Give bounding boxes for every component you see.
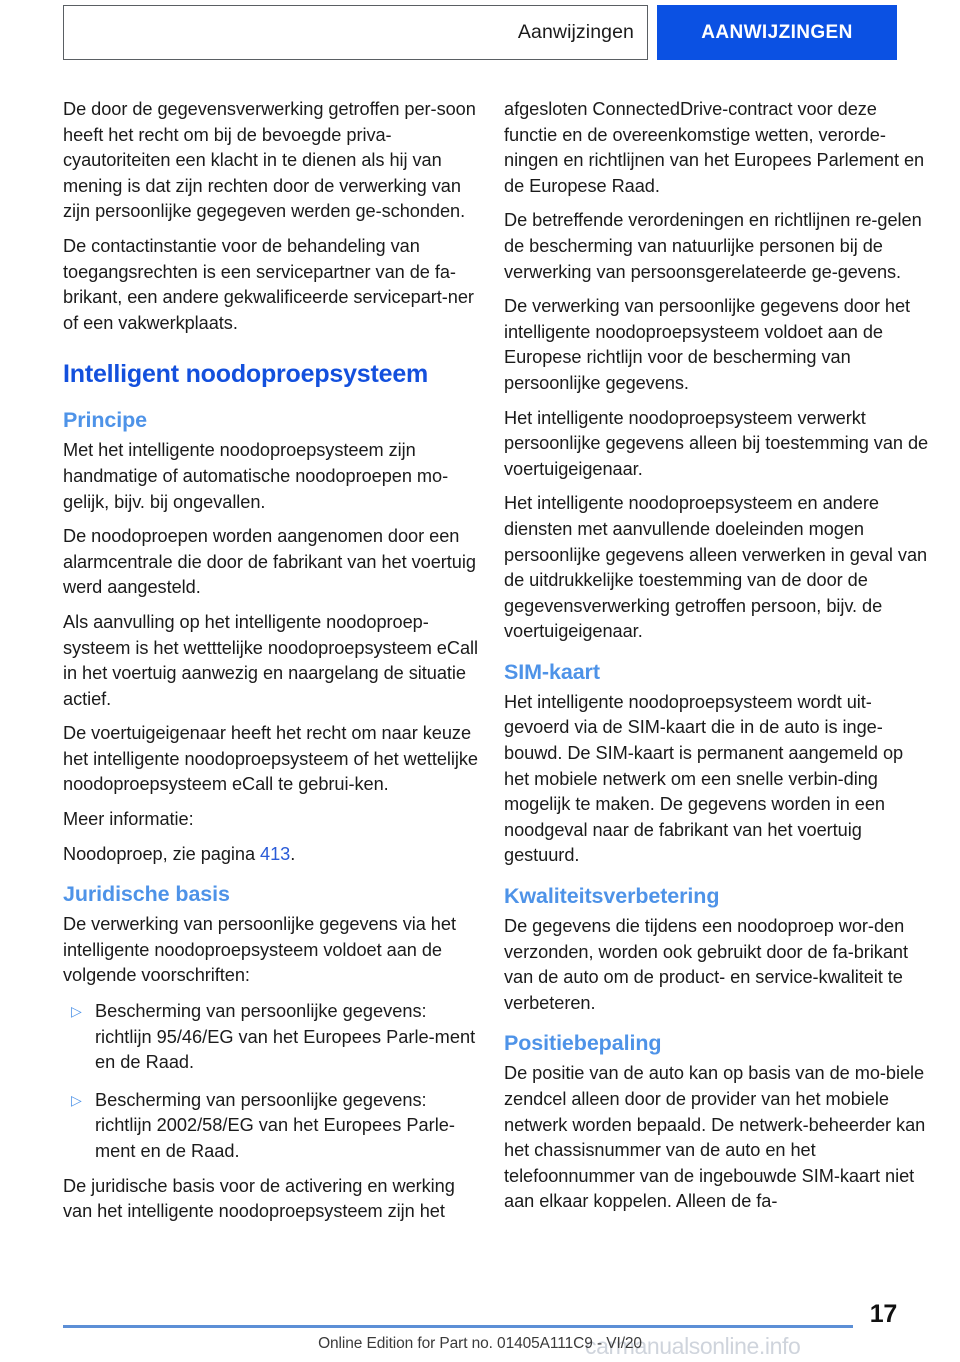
paragraph: De gegevens die tijdens een noodoproep wor-den verzonden, worden ook gebruikt door de fa-brikant van de auto om de product- en service-kwaliteit te verbeteren. — [504, 916, 908, 1013]
chapter-label-box — [63, 5, 648, 60]
bullet-list — [63, 999, 483, 1165]
footer-divider — [63, 1325, 853, 1328]
paragraph: Het intelligente noodoproepsysteem en andere diensten met aanvullende doeleinden mogen persoonlijke gegevens alleen verwerken in geval van de uitdrukkelijke toestemming van de door de gegevensverwerking getroffen persoon, bijv. de voertuigeigenaar. — [504, 493, 928, 642]
left-column — [63, 97, 483, 1234]
paragraph: Het intelligente noodoproepsysteem wordt uit-gevoerd via de SIM-kaart die in de auto is inge-bouwd. De SIM-kaart is permanent aangemeld op het mobiele netwerk om een snelle verbin-ding mogelijk te maken. De gegevens worden in een noodgeval naar de fabrikant van het voertuig gestuurd. — [504, 691, 904, 866]
cross-reference-line — [63, 842, 483, 868]
triangle-bullet-icon: ▷ — [71, 1003, 82, 1020]
list-item-label: Bescherming van persoonlijke gegevens: richtlijn 95/46/EG van het Europees Parle-ment en de Raad. — [95, 1001, 476, 1073]
cross-reference-suffix: . — [290, 843, 296, 864]
paragraph: De juridische basis voor de activering en werking van het intelligente noodoproepsysteem zijn het — [63, 1175, 455, 1222]
subsection-heading-principe: Principe — [63, 408, 148, 433]
paragraph: afgesloten ConnectedDrive-contract voor deze functie en de overeenkomstige wetten, verorde-ningen en richtlijnen van het Europees Parlement en de Europese Raad. — [504, 99, 925, 196]
paragraph: De door de gegevensverwerking getroffen per-soon heeft het recht om bij de bevoegde priva-cyautoriteiten een klacht in te dienen als hij van mening is dat zijn rechten door de verwerking van zijn persoonlijke gegegeven werden ge-schonden. — [63, 99, 476, 222]
list-item — [63, 999, 483, 1076]
list-item — [63, 1088, 483, 1165]
chapter-tab-label: AANWIJZINGEN — [701, 21, 853, 43]
paragraph: Meer informatie: — [63, 809, 194, 830]
right-column — [504, 97, 929, 1234]
chapter-label: Aanwijzingen — [517, 21, 634, 43]
paragraph: De voertuigeigenaar heeft het recht om naar keuze het intelligente noodoproepsysteem of het wettelijke noodoproepsysteem eCall te gebrui-ken. — [63, 723, 478, 795]
page-body — [0, 97, 960, 1234]
triangle-bullet-icon: ▷ — [71, 1091, 82, 1108]
paragraph: Als aanvulling op het intelligente noodoproep-systeem is het wetttelijke noodoproepsysteem eCall in het voertuig aanwezig en naargelang de situatie actief. — [63, 611, 479, 709]
section-heading-intelligent-noodoproepsysteem: Intelligent noodoproepsysteem — [63, 360, 429, 389]
page-header — [63, 5, 897, 60]
cross-reference-page-number[interactable]: 413 — [260, 843, 291, 864]
chapter-tab — [657, 5, 897, 60]
list-item-label: Bescherming van persoonlijke gegevens: richtlijn 2002/58/EG van het Europees Parle-ment en de Raad. — [95, 1089, 455, 1161]
subsection-heading-sim-kaart: SIM-kaart — [504, 659, 600, 684]
subsection-heading-positiebepaling: Positiebepaling — [504, 1031, 662, 1056]
subsection-heading-juridische-basis: Juridische basis — [63, 882, 230, 907]
edition-notice: Online Edition for Part no. 01405A111C9 - VI/20 — [318, 1335, 642, 1352]
site-watermark: carmanualsonline.info — [585, 1333, 801, 1359]
paragraph: Met het intelligente noodoproepsysteem zijn handmatige of automatische noodoproepen mo-gelijk, bijv. bij ongevallen. — [63, 440, 449, 512]
paragraph: De betreffende verordeningen en richtlijnen re-gelen de bescherming van natuurlijke personen bij de verwerking van persoonsgerelateerde ge-gevens. — [504, 210, 922, 282]
paragraph: De verwerking van persoonlijke gegevens door het intelligente noodoproepsysteem voldoet aan de Europese richtlijn voor de bescherming van persoonlijke gegevens. — [504, 296, 911, 393]
paragraph: Het intelligente noodoproepsysteem verwerkt persoonlijke gegevens alleen bij toestemming van de voertuigeigenaar. — [504, 407, 929, 479]
paragraph: De contactinstantie voor de behandeling van toegangsrechten is een servicepartner van de fa-brikant, een andere gekwalificeerde servicepart-ner of een vakwerkplaats. — [63, 235, 474, 333]
paragraph: De noodoproepen worden aangenomen door een alarmcentrale die door de fabrikant van het voertuig werd aangesteld. — [63, 526, 476, 598]
paragraph: De verwerking van persoonlijke gegevens via het intelligente noodoproepsysteem voldoet aan de volgende voorschriften: — [63, 914, 456, 986]
subsection-heading-kwaliteitsverbetering: Kwaliteitsverbetering — [504, 884, 720, 909]
cross-reference-prefix: Noodoproep, zie pagina — [63, 843, 261, 864]
paragraph: De positie van de auto kan op basis van de mo-biele zendcel alleen door de provider van het mobiele netwerk worden bepaald. De netwerk-beheerder kan het chassisnummer van de auto en het telefoonnummer van de ingebouwde SIM-kaart niet aan elkaar koppelen. Alleen de fa- — [504, 1063, 926, 1212]
page-number: 17 — [869, 1300, 897, 1328]
